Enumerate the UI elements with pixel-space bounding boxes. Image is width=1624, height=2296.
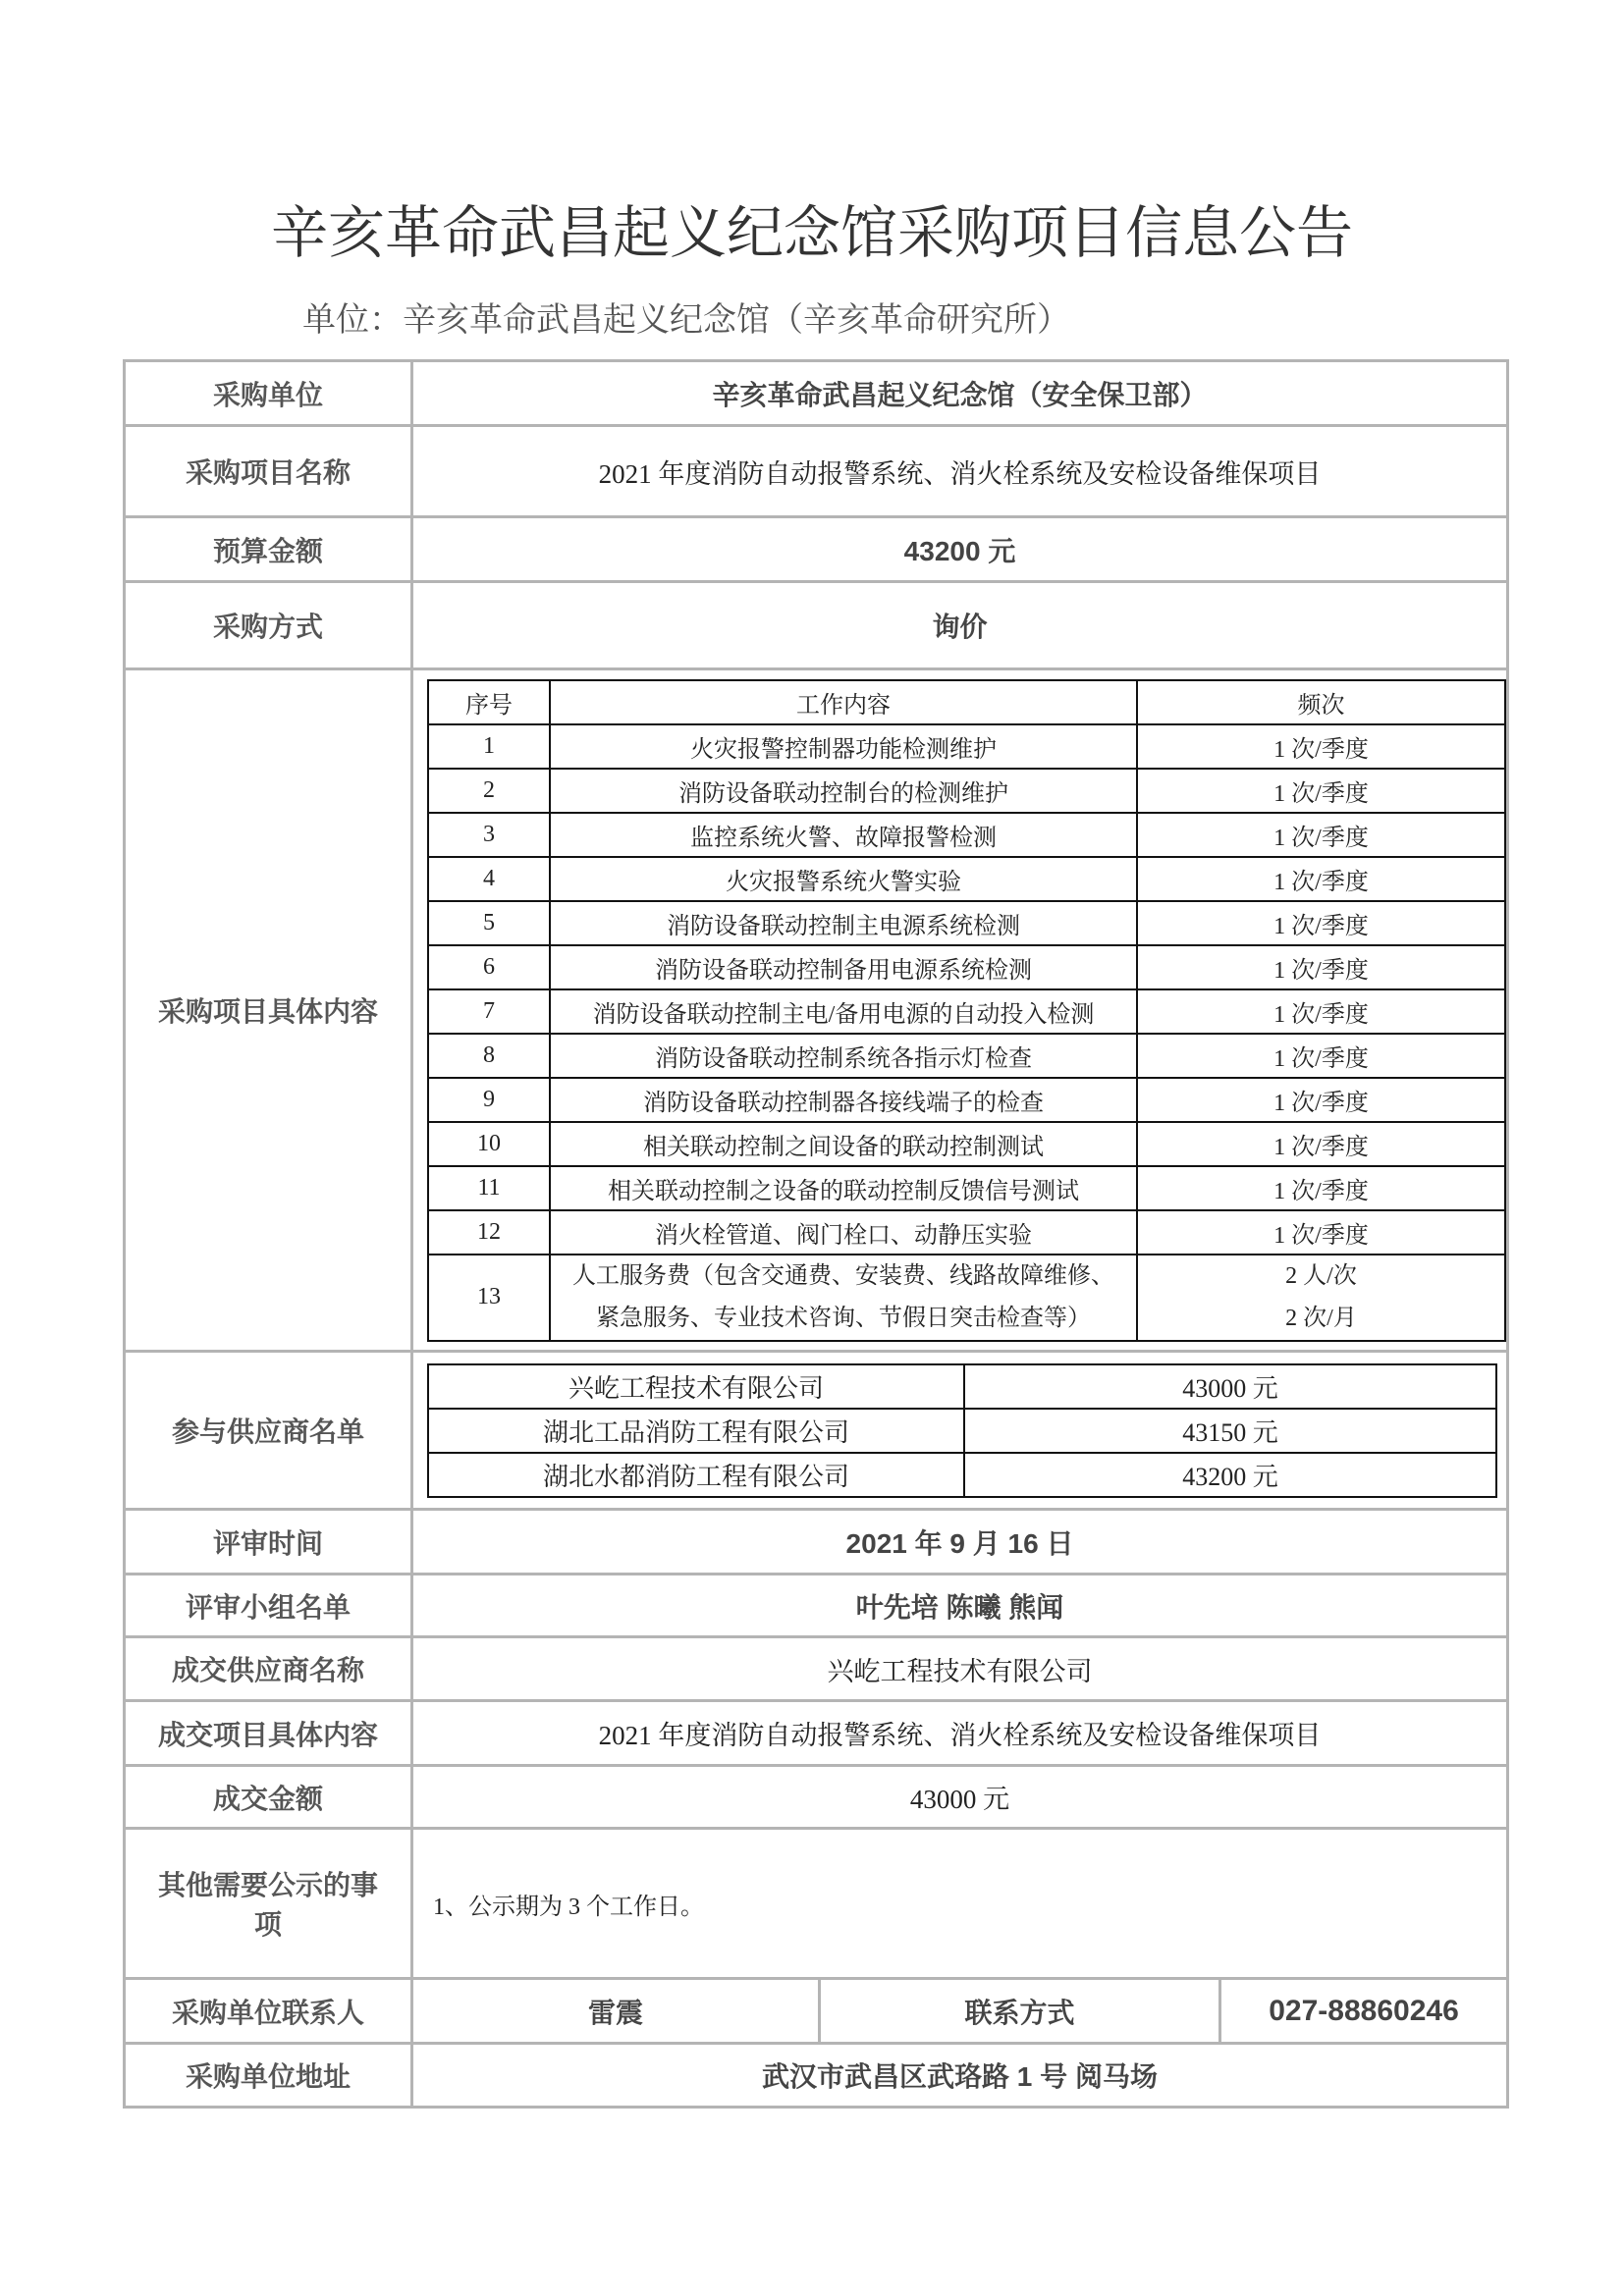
row-budget (125, 517, 1508, 582)
label: 预算金额 (125, 517, 412, 582)
value: 武汉市武昌区武珞路 1 号 阅马场 (412, 2044, 1508, 2108)
work-header (428, 680, 1505, 724)
work-item-no: 11 (428, 1166, 550, 1210)
work-item-no: 5 (428, 901, 550, 945)
work-item-row (428, 813, 1505, 857)
value: 43200 元 (412, 517, 1508, 582)
suppliers-table (427, 1363, 1497, 1498)
work-item-content: 消防设备联动控制器各接线端子的检查 (550, 1078, 1137, 1122)
work-item-frequency: 1 次/季度 (1137, 813, 1505, 857)
header-content: 工作内容 (550, 680, 1137, 724)
label: 其他需要公示的事项 (125, 1829, 412, 1979)
work-item-no: 1 (428, 724, 550, 769)
supplier-row (428, 1453, 1496, 1497)
work-item-content: 相关联动控制之间设备的联动控制测试 (550, 1122, 1137, 1166)
work-item-content: 消防设备联动控制台的检测维护 (550, 769, 1137, 813)
work-item-row (428, 945, 1505, 989)
work-item-row (428, 1122, 1505, 1166)
header-frequency: 频次 (1137, 680, 1505, 724)
label: 成交项目具体内容 (125, 1701, 412, 1766)
contact-method-label: 联系方式 (820, 1979, 1220, 2044)
work-item-row (428, 857, 1505, 901)
value: 询价 (412, 582, 1508, 669)
work-item-row (428, 1166, 1505, 1210)
label: 参与供应商名单 (125, 1352, 412, 1510)
work-item-no: 7 (428, 989, 550, 1034)
row-other (125, 1829, 1508, 1979)
label: 成交供应商名称 (125, 1637, 412, 1701)
work-item-frequency: 1 次/季度 (1137, 1122, 1505, 1166)
supplier-row (428, 1364, 1496, 1409)
row-content (125, 669, 1508, 1352)
work-item-content: 消防设备联动控制主电/备用电源的自动投入检测 (550, 989, 1137, 1034)
unit-line: 单位：辛亥革命武昌起义纪念馆（辛亥革命研究所） (302, 301, 1070, 339)
content-cell (412, 669, 1508, 1352)
row-contact (125, 1979, 1508, 2044)
work-item-content (550, 1255, 1137, 1341)
work-item-no: 4 (428, 857, 550, 901)
work-item-content: 监控系统火警、故障报警检测 (550, 813, 1137, 857)
work-item-no: 6 (428, 945, 550, 989)
work-item-content: 火灾报警控制器功能检测维护 (550, 724, 1137, 769)
work-item-frequency: 1 次/季度 (1137, 945, 1505, 989)
row-project-name (125, 426, 1508, 517)
label: 采购单位地址 (125, 2044, 412, 2108)
work-item-content: 消火栓管道、阀门栓口、动静压实验 (550, 1210, 1137, 1255)
row-purchaser (125, 361, 1508, 426)
work-item-content: 消防设备联动控制系统各指示灯检查 (550, 1034, 1137, 1078)
work-item-no: 9 (428, 1078, 550, 1122)
work-item-frequency: 1 次/季度 (1137, 1078, 1505, 1122)
work-item-frequency: 1 次/季度 (1137, 724, 1505, 769)
label: 评审小组名单 (125, 1575, 412, 1637)
supplier-name: 湖北工品消防工程有限公司 (428, 1409, 964, 1453)
value: 2021 年 9 月 16 日 (412, 1510, 1508, 1575)
label: 采购单位 (125, 361, 412, 426)
value: 2021 年度消防自动报警系统、消火栓系统及安检设备维保项目 (412, 1701, 1508, 1766)
supplier-quote: 43200 元 (964, 1453, 1496, 1497)
row-suppliers (125, 1352, 1508, 1510)
work-item-no: 13 (428, 1255, 550, 1341)
label: 采购项目名称 (125, 426, 412, 517)
row-deal-amount (125, 1766, 1508, 1829)
contact-name: 雷震 (412, 1979, 820, 2044)
value: 1、公示期为 3 个工作日。 (412, 1829, 1508, 1979)
supplier-name: 湖北水都消防工程有限公司 (428, 1453, 964, 1497)
work-item-content: 消防设备联动控制主电源系统检测 (550, 901, 1137, 945)
work-item-no: 8 (428, 1034, 550, 1078)
content-line: 人工服务费（包含交通费、安装费、线路故障维修、 (572, 1262, 1114, 1289)
work-item-frequency (1137, 1255, 1505, 1341)
work-item-content: 消防设备联动控制备用电源系统检测 (550, 945, 1137, 989)
label: 采购单位联系人 (125, 1979, 412, 2044)
row-method (125, 582, 1508, 669)
work-item-row (428, 1210, 1505, 1255)
supplier-row (428, 1409, 1496, 1453)
work-item-frequency: 1 次/季度 (1137, 901, 1505, 945)
work-item-row (428, 989, 1505, 1034)
value: 兴屹工程技术有限公司 (412, 1637, 1508, 1701)
label: 采购项目具体内容 (125, 669, 412, 1352)
header-no: 序号 (428, 680, 550, 724)
work-items-table (427, 679, 1506, 1342)
work-item-row (428, 769, 1505, 813)
work-item-no: 10 (428, 1122, 550, 1166)
work-item-frequency: 1 次/季度 (1137, 1034, 1505, 1078)
label: 成交金额 (125, 1766, 412, 1829)
value: 叶先培 陈曦 熊闻 (412, 1575, 1508, 1637)
work-item-row (428, 724, 1505, 769)
frequency-line: 2 人/次 (1285, 1262, 1357, 1289)
value: 43000 元 (412, 1766, 1508, 1829)
row-deal-content (125, 1701, 1508, 1766)
contact-phone: 027-88860246 (1220, 1979, 1508, 2044)
work-item-frequency: 1 次/季度 (1137, 1166, 1505, 1210)
value: 2021 年度消防自动报警系统、消火栓系统及安检设备维保项目 (412, 426, 1508, 517)
work-item-content: 相关联动控制之设备的联动控制反馈信号测试 (550, 1166, 1137, 1210)
supplier-name: 兴屹工程技术有限公司 (428, 1364, 964, 1409)
work-item-frequency: 1 次/季度 (1137, 989, 1505, 1034)
row-review-time (125, 1510, 1508, 1575)
supplier-quote: 43150 元 (964, 1409, 1496, 1453)
work-item-row (428, 1034, 1505, 1078)
work-item-frequency: 1 次/季度 (1137, 857, 1505, 901)
work-item-frequency: 1 次/季度 (1137, 769, 1505, 813)
supplier-quote: 43000 元 (964, 1364, 1496, 1409)
suppliers-cell (412, 1352, 1508, 1510)
frequency-line: 2 次/月 (1285, 1305, 1357, 1331)
work-item-no: 3 (428, 813, 550, 857)
value: 辛亥革命武昌起义纪念馆（安全保卫部） (412, 361, 1508, 426)
page-title: 辛亥革命武昌起义纪念馆采购项目信息公告 (270, 201, 1353, 265)
work-item-frequency: 1 次/季度 (1137, 1210, 1505, 1255)
row-winner (125, 1637, 1508, 1701)
label: 采购方式 (125, 582, 412, 669)
work-item-row (428, 1255, 1505, 1341)
work-item-no: 12 (428, 1210, 550, 1255)
work-item-row (428, 901, 1505, 945)
row-address (125, 2044, 1508, 2108)
work-item-content: 火灾报警系统火警实验 (550, 857, 1137, 901)
label: 评审时间 (125, 1510, 412, 1575)
row-panel (125, 1575, 1508, 1637)
work-item-no: 2 (428, 769, 550, 813)
work-item-row (428, 1078, 1505, 1122)
content-line: 紧急服务、专业技术咨询、节假日突击检查等） (596, 1305, 1091, 1331)
announcement-table (123, 359, 1509, 2109)
